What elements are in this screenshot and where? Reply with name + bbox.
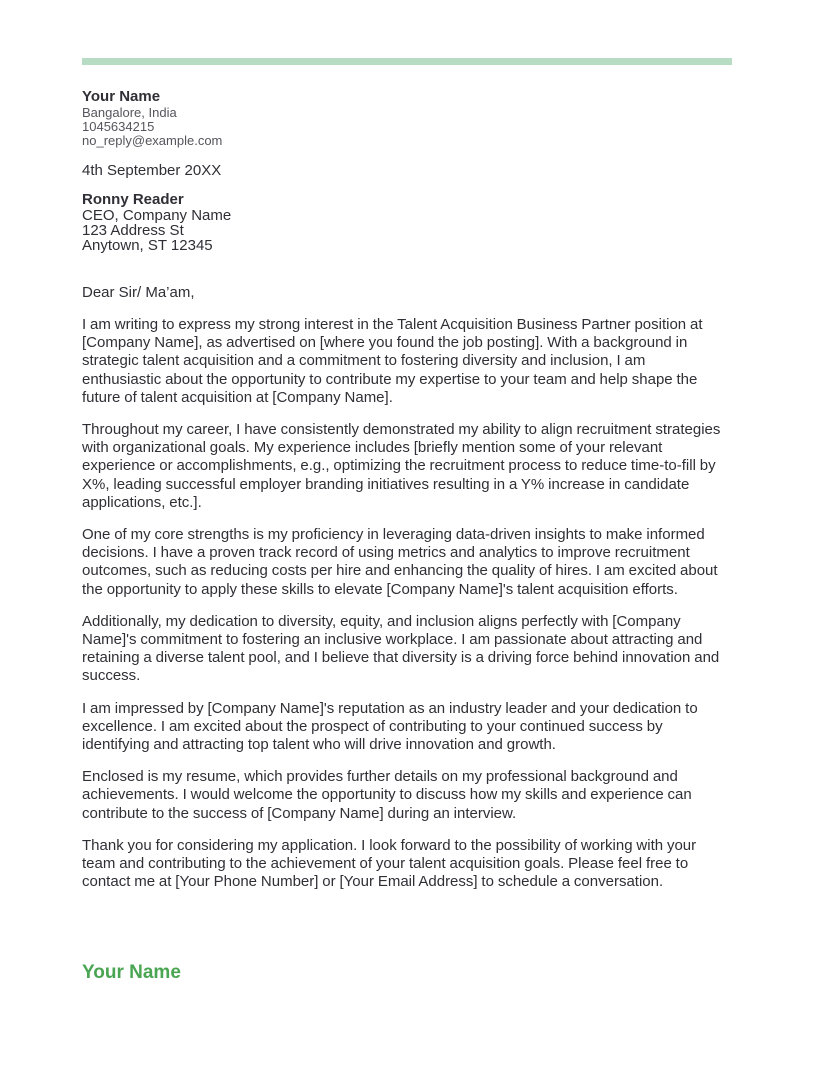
- signature-name: Your Name: [82, 962, 181, 983]
- body-paragraph-3: One of my core strengths is my proficiency in leveraging data-driven insights to make informed decisions. I have a proven track record of using metrics and analytics to improve recruitment outcomes, such as reducing costs per hire and enhancing the quality of hires. I am excited about the opportunity to apply these skills to elevate [Company Name]'s talent acquisition efforts.: [82, 526, 718, 598]
- body-paragraph-7: Thank you for considering my application. I look forward to the possibility of working with your team and contributing to the achievement of your talent acquisition goals. Please feel free to contact me at [Your Phone Number] or [Your Email Address] to schedule a conversation.: [82, 836, 697, 891]
- body-paragraph-1: I am writing to express my strong interest in the Talent Acquisition Business Partner position at [Company Name], as advertised on [where you found the job posting]. With a background in strategic talent acquisition and a commitment to fostering diversity and inclusion, I am enthusiastic about the opportunity to contribute my expertise to your team and help shape the future of talent acquisition at [Company Name].: [82, 316, 703, 406]
- recipient-address-line2: Anytown, ST 12345: [82, 237, 213, 254]
- body-paragraph-2: Throughout my career, I have consistently demonstrated my ability to align recruitment strategies with organizational goals. My experience includes [briefly mention some of your relevant experience or accomplishments, e.g., optimizing the recruitment process to reduce time-to-fill by X%, leading successful employer branding initiatives resulting in a Y% increase in candidate applications, etc.].: [82, 421, 721, 511]
- sender-name: Your Name: [82, 88, 161, 105]
- recipient-name: Ronny Reader: [82, 191, 184, 208]
- sender-phone: 1045634215: [82, 119, 155, 134]
- sender-email: no_reply@example.com: [82, 133, 223, 148]
- recipient-title: CEO, Company Name: [82, 207, 232, 224]
- body-paragraph-5: I am impressed by [Company Name]'s reputation as an industry leader and your dedication to excellence. I am excited about the prospect of contributing to your continued success by identifying and attracting top talent who will drive innovation and growth.: [82, 699, 698, 754]
- sender-block: [82, 88, 732, 148]
- recipient-block: [82, 192, 732, 253]
- recipient-address-line1: 123 Address St: [82, 222, 184, 239]
- body-paragraph-4: Additionally, my dedication to diversity, equity, and inclusion aligns perfectly with [Company Name]'s commitment to fostering an inclusive workplace. I am passionate about attracting and retaining a diverse talent pool, and I believe that diversity is a driving force behind innovation and success.: [82, 612, 720, 685]
- letter-body: [82, 284, 722, 905]
- sender-location: Bangalore, India: [82, 105, 177, 120]
- header-accent-rule: [82, 58, 732, 65]
- letter-date: 4th September 20XX: [82, 162, 222, 179]
- body-paragraph-6: Enclosed is my resume, which provides further details on my professional background and achievements. I would welcome the opportunity to discuss how my skills and experience can contribute to the success of [Company Name] during an interview.: [82, 768, 692, 822]
- salutation: Dear Sir/ Ma’am,: [82, 284, 195, 301]
